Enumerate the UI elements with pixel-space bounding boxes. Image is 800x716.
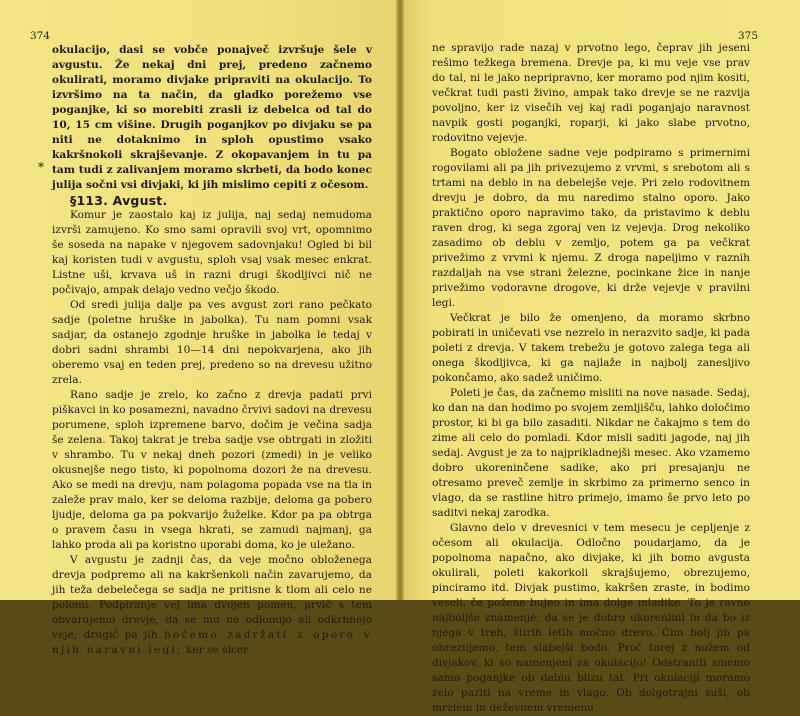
intro-paragraph: okulacijo, dasi se vobče ponajveč izvršuje šele v avgustu. Že nekaj dni prej, predeno začnemo okulirati, moramo divjake pripraviti na okulacijo. To izvršimo na ta način, da gladko porežemo vse poganjke, ki so morebiti zrasli iz debelca od tal do 10, 15 cm višine. Drugih poganjkov po divjaku se pa niti ne dotaknimo in sploh opustimo vsako kakršnokoli skrajševanje. Z okopavanjem in tu pa tam tudi z zalivanjem moramo skrbeti, da bodo konec julija sočni vsi divjaki, ki jih mislimo cepiti z očesom. [52,44,372,191]
paragraph: Komur je zaostalo kaj iz julija, naj sedaj nemudoma izvrši zamujeno. Ko smo sami opravili svoj vrt, opomnimo še soseda na napake v njegovem sadovnjaku! Ogled bi bil kaj koristen tudi v avgustu, sploh vsaj vsak mesec enkrat. Listne uši, krvava uš in razni drugi škodljivci nič ne počivajo, ampak delajo vedno večjo škodo. [52,209,372,296]
book-gutter [396,0,404,600]
page-number-right: 375 [737,30,758,42]
paragraph-with-spaced-text [52,553,372,658]
paragraph: Od sredi julija dalje pa ves avgust zori rano pečkato sadje (poletne hruške in jabolka). Tu nam pomni vsak sadjar, da ostanejo zgodnje hruške in jabolka le tedaj v dobri sadni shrambi 10—14 dni nepokvarjena, ako jih oberemo vsaj en teden prej, predeno so na drevesu užitno zrela. [52,299,372,386]
spaced-emphasis: hočemo zadržati z oporo v njih naravni legi, [52,629,372,656]
paragraph: ne spravijo rade nazaj v prvotno lego, čeprav jih jeseni rešimo težkega bremena. Drevje pa, ki mu veje vse prav do tal, ni le jako nepripravno, ker moramo pod njim kositi, večkrat tudi pasti živino, ampak tako drevje se ne razvija povoljno, ker iz visečih vej kaj radi poganjajo naravnost navpik gosti poganjki, roparji, ki jako slabe prvotno, rodovitno vejevje. [432,42,750,144]
section-heading: §113. Avgust. [70,193,168,208]
paragraph: Rano sadje je zrelo, ko začno z drevja padati prvi piškavci in ko posamezni, navadno črvivi sadovi na drevesu porumene, sploh izpremene barvo, dočim je večina sadja še zelena. Takoj takrat je treba sadje vse obtrgati in zložiti v shrambo. Tu v nekaj dneh pozori (zmedi) in je veliko okusnejše nego tisto, ki popolnoma dozori že na drevesu. Ako se medi na drevju, nam polagoma popada vse na tla in zaleže prav malo, ker se deloma razbije, deloma ga pobero ljudje, deloma ga pa pokvarijo žuželke. Kdor pa pa obtrga o pravem času in vsega hkrati, se zamudi najmanj, ga lahko proda ali pa koristno uporabi doma, ko je uležano. [52,389,372,551]
margin-mark: * [38,160,44,174]
paragraph-tail: ker se sicer [185,644,249,656]
paragraph: Glavno delo v drevesnici v tem mesecu je cepljenje z očesom ali okulacija. Odločno poudarjamo, da je popolnoma napačno, ako divjake, ki jih bomo avgusta okulirali, poleti kakorkoli skrajšujemo, obrezujemo, pinciramo itd. Divjak pustimo, kakršen zraste, in bodimo veseli, če požene bujno in ima dolge mladike. To je ravno najboljše znamenje, da se je dobro ukoreninil in da bo iz njega v treh, štirih letih močno drevo. Čim bolj jih pa obrezujemo, tem slabejši bodo. Proč torej z nožem od divjakov, ki so namenjeni za okulacijo! Odstraniti smemo samo poganjke ob deblu blizu tal. Pri okulaciji moramo zelo paziti na vreme in vlago. Ob dolgotrajni suši, ob mrzlem in deževnem vremenu [432,522,750,714]
paragraph-text: V avgustu je zadnji čas, da veje močno obloženega drevja podpremo ali na kakršenkoli način zavarujemo, da jih teža debelečega se sadja ne pritisne k tlom ali celo ne polomi. Podpiranje vej ima dvojen pomen, prvič s tem obvarujemo drevje, da se mu ne odlomijo ali odkrhnejo veje, drugič pa jih [52,554,372,641]
right-page [404,0,800,714]
page-number-left: 374 [30,30,51,42]
paragraph: Večkrat je bilo že omenjeno, da moramo skrbno pobirati in uničevati vse nezrelo in nerazvito sadje, ki pada poleti z drevja. V takem trebežu je gotovo zalega tega ali onega škodljivca, ki ga najlaže in najbolj zanesljivo pokončamo, ako sadež uničimo. [432,312,750,384]
left-page [0,0,396,656]
paragraph: Bogato obložene sadne veje podpiramo s primernimi rogovilami ali pa jih privezujemo z vrvmi, s srebotom ali s trtami na deblo in na debelejše veje. Pri zelo rodovitnem drevju je dobro, da mu naredimo stalno oporo. Jako praktično oporo napravimo tako, da pristavimo k deblu raven drog, ki sega zgoraj ven iz vejevja. Drog nekoliko zasadimo ob deblu v zemljo, potem ga pa večkrat privežimo z vrvmi k njemu. Z droga napeljimo v raznih razdaljah na vse strani železne, pocinkane žice in nanje privežimo vodoravne drogove, ki drže vejevje v pravilni legi. [432,147,750,309]
paragraph: Poleti je čas, da začnemo misliti na nove nasade. Sedaj, ko dan na dan hodimo po svojem zemljišču, lahko določimo prostor, ki bi ga bilo zasaditi. Nikdar ne čakajmo s tem do zime ali celo do pomladi. Kdor misli saditi jagode, naj jih sedaj. Avgust je za to najprikladnejši mesec. Ako vzamemo dobro ukoreninčene sadike, ako pri presajanju ne otresamo preveč zemlje in skrbimo za primerno senco in vlago, da se rastline hitro primejo, imamo še prvo leto po saditvi nekaj zarodka. [432,387,750,519]
left-page-text [52,43,372,658]
right-page-text [432,41,750,716]
